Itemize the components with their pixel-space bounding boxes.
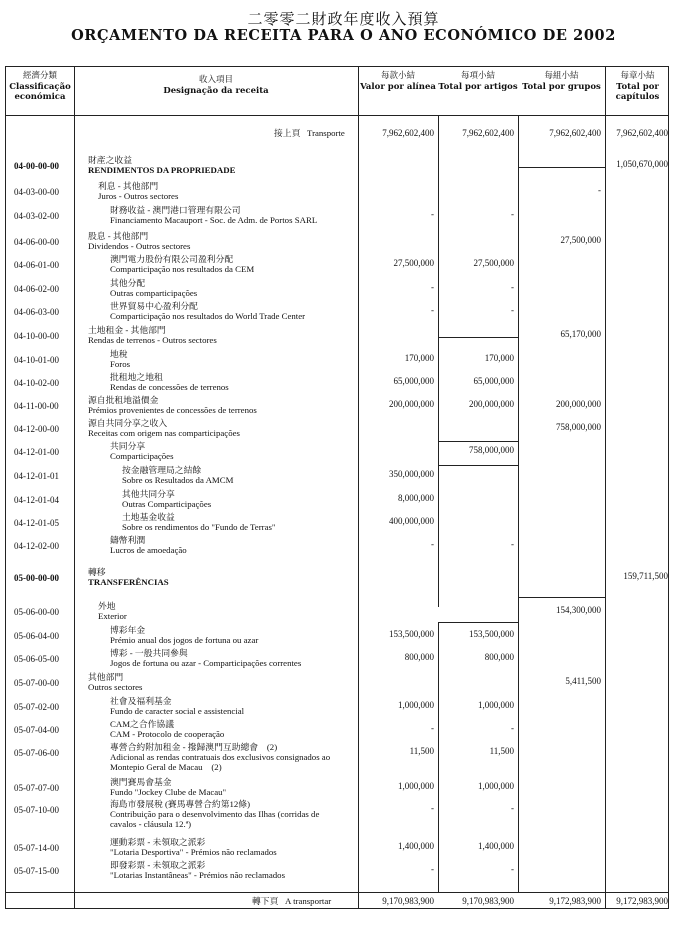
row-designation: 股息 - 其他部門: [88, 231, 149, 241]
row-value-c1: 153,500,000: [389, 629, 434, 639]
col-rule: [605, 67, 606, 908]
row-code: 04-12-02-00: [14, 541, 59, 551]
row-value-c1: -: [431, 723, 434, 733]
row-value-c1: 400,000,000: [389, 516, 434, 526]
row-designation: 外地: [98, 601, 116, 611]
row-designation: Fundo "Jockey Clube de Macau": [110, 787, 227, 797]
row-code: 05-07-14-00: [14, 843, 59, 853]
row-designation: Foros: [110, 359, 131, 369]
row-designation: 土地基金收益: [122, 512, 175, 522]
transport-c4: 7,962,602,400: [616, 128, 668, 138]
row-designation: Jogos de fortuna ou azar - Comparticipações correntes: [110, 658, 302, 668]
row-value-c2: 27,500,000: [473, 258, 514, 268]
row-seg: [438, 337, 518, 338]
title-chinese: 二零零二財政年度收入預算: [247, 10, 440, 28]
row-designation: 世界貿易中心盈利分配: [110, 301, 198, 311]
row-designation: Financiamento Macauport - Soc. de Adm. de Portos SARL: [110, 215, 318, 225]
row-designation: cavalos - cláusula 12.ª): [110, 819, 192, 829]
row-code: 05-07-10-00: [14, 805, 59, 815]
row-designation: 財務收益 - 澳門港口管理有限公司: [110, 205, 241, 215]
row-seg: [438, 465, 518, 466]
row-value-c2: -: [511, 282, 514, 292]
row-code: 04-10-02-00: [14, 378, 59, 388]
row-value-c1: -: [431, 539, 434, 549]
row-value-c1: -: [431, 209, 434, 219]
row-code: 04-06-03-00: [14, 307, 59, 317]
row-designation: 轉移: [88, 567, 106, 577]
col-seg: [518, 115, 519, 167]
row-value-c2: 1,000,000: [478, 781, 514, 791]
row-value-c2: -: [511, 305, 514, 315]
row-designation: "Lotaria Desportiva" - Prémios não reclamados: [110, 847, 277, 857]
row-designation: 澳門賽馬會基金: [110, 777, 172, 787]
row-designation: Juros - Outros sectores: [98, 191, 179, 201]
transport-c2: 7,962,602,400: [462, 128, 514, 138]
row-code: 05-07-15-00: [14, 866, 59, 876]
row-designation: 博彩年金: [110, 625, 146, 635]
row-designation: 源自批租地溢價金: [88, 395, 159, 405]
row-code: 04-10-00-00: [14, 331, 59, 341]
row-designation: 財產之收益: [88, 155, 132, 165]
row-value-c3: 27,500,000: [560, 235, 601, 245]
row-value-c1: -: [431, 803, 434, 813]
row-code: 04-12-00-00: [14, 424, 59, 434]
row-code: 05-06-00-00: [14, 607, 59, 617]
row-value-c1: -: [431, 864, 434, 874]
row-designation: 澳門電力股份有限公司盈利分配: [110, 254, 234, 264]
row-value-c3: 200,000,000: [556, 399, 601, 409]
row-code: 05-00-00-00: [14, 573, 59, 583]
row-designation: Rendas de terrenos - Outros sectores: [88, 335, 217, 345]
row-seg: [518, 597, 605, 598]
row-designation: CAM之合作協議: [110, 719, 175, 729]
header-total-capitulos: 每章小結 Total por capítulos: [615, 71, 660, 102]
header-designation: 收入項目 Designação da receita: [163, 75, 269, 96]
row-value-c1: 350,000,000: [389, 469, 434, 479]
row-code: 04-06-00-00: [14, 237, 59, 247]
row-value-c1: 27,500,000: [393, 258, 434, 268]
row-value-c4: 1,050,670,000: [616, 159, 668, 169]
row-designation: Montepio Geral de Macau (2): [110, 762, 222, 772]
row-designation: Lucros de amoedação: [110, 545, 187, 555]
row-value-c2: 200,000,000: [469, 399, 514, 409]
row-designation: Sobre os Resultados da AMCM: [122, 475, 234, 485]
header-total-artigos: 每項小結 Total por artigos: [438, 71, 518, 92]
row-designation: Prémio anual dos jogos de fortuna ou azar: [110, 635, 259, 645]
row-designation: Comparticipações: [110, 451, 174, 461]
row-designation: 其他分配: [110, 278, 146, 288]
header-rule: [6, 115, 668, 116]
carry-label: 轉下頁 A transportar: [252, 896, 332, 906]
carry-c3: 9,172,983,900: [549, 896, 601, 906]
row-value-c2: 1,000,000: [478, 700, 514, 710]
row-designation: 按金融管理局之結餘: [122, 465, 202, 475]
col-seg: [438, 622, 439, 892]
row-value-c3: -: [598, 185, 601, 195]
row-code: 04-06-01-00: [14, 260, 59, 270]
row-value-c2: 153,500,000: [469, 629, 514, 639]
row-designation: 其他部門: [88, 672, 124, 682]
row-value-c1: -: [431, 305, 434, 315]
row-designation: Outros sectores: [88, 682, 143, 692]
row-value-c1: 800,000: [404, 652, 434, 662]
row-value-c1: 1,000,000: [398, 700, 434, 710]
row-code: 04-00-00-00: [14, 161, 59, 171]
row-seg: [438, 622, 518, 623]
row-value-c3: 5,411,500: [565, 676, 601, 686]
row-value-c1: 8,000,000: [398, 493, 434, 503]
carry-c2: 9,170,983,900: [462, 896, 514, 906]
row-code: 04-03-02-00: [14, 211, 59, 221]
row-designation: Dividendos - Outros sectores: [88, 241, 191, 251]
row-designation: 批租地之地租: [110, 372, 163, 382]
row-designation: 源自共同分享之收入: [88, 418, 168, 428]
footer-rule: [6, 892, 668, 893]
row-designation: 專營合約附加租金 - 撥歸澳門互助總會 (2): [110, 742, 278, 752]
row-value-c1: 1,400,000: [398, 841, 434, 851]
row-value-c2: 1,400,000: [478, 841, 514, 851]
row-value-c2: 758,000,000: [469, 445, 514, 455]
row-value-c2: 800,000: [484, 652, 514, 662]
row-designation: 即發彩票 - 未領取之派彩: [110, 860, 206, 870]
row-value-c1: -: [431, 282, 434, 292]
row-designation: TRANSFERÊNCIAS: [88, 577, 169, 587]
row-value-c2: 65,000,000: [473, 376, 514, 386]
row-value-c2: 11,500: [489, 746, 514, 756]
row-designation: Prémios provenientes de concessões de terrenos: [88, 405, 257, 415]
row-code: 04-12-01-04: [14, 495, 59, 505]
row-code: 04-12-01-00: [14, 447, 59, 457]
row-value-c2: 170,000: [484, 353, 514, 363]
carry-c1: 9,170,983,900: [382, 896, 434, 906]
row-designation: Receitas com origem nas comparticipações: [88, 428, 240, 438]
row-designation: 土地租金 - 其他部門: [88, 325, 166, 335]
row-designation: RENDIMENTOS DA PROPRIEDADE: [88, 165, 236, 175]
row-designation: Sobre os rendimentos do "Fundo de Terras": [122, 522, 276, 532]
row-designation: 運動彩票 - 未領取之派彩: [110, 837, 206, 847]
row-value-c2: -: [511, 864, 514, 874]
col-rule: [74, 67, 75, 908]
row-value-c3: 65,170,000: [560, 329, 601, 339]
row-designation: Exterior: [98, 611, 127, 621]
row-designation: 鑄幣利潤: [110, 535, 146, 545]
row-code: 05-07-04-00: [14, 725, 59, 735]
row-value-c3: 758,000,000: [556, 422, 601, 432]
row-code: 04-12-01-05: [14, 518, 59, 528]
row-value-c4: 159,711,500: [623, 571, 668, 581]
col-seg: [518, 597, 519, 892]
row-value-c1: 200,000,000: [389, 399, 434, 409]
row-seg: [438, 441, 518, 442]
carry-c4: 9,172,983,900: [616, 896, 668, 906]
row-code: 04-11-00-00: [14, 401, 59, 411]
title-portuguese: ORÇAMENTO DA RECEITA PARA O ANO ECONÓMICO DE 2002: [71, 27, 616, 44]
row-code: 05-06-05-00: [14, 654, 59, 664]
transport-c3: 7,962,602,400: [549, 128, 601, 138]
row-code: 04-10-01-00: [14, 355, 59, 365]
row-value-c2: -: [511, 539, 514, 549]
row-designation: Fundo de caracter social e assistencial: [110, 706, 245, 716]
row-code: 04-03-00-00: [14, 187, 59, 197]
row-designation: Outras comparticipações: [110, 288, 198, 298]
row-value-c2: -: [511, 209, 514, 219]
transport-label: 接上頁 Transporte: [274, 128, 345, 138]
row-designation: 利息 - 其他部門: [98, 181, 159, 191]
row-designation: Outras Comparticipações: [122, 499, 212, 509]
row-code: 05-07-02-00: [14, 702, 59, 712]
row-code: 04-12-01-01: [14, 471, 59, 481]
row-code: 05-06-04-00: [14, 631, 59, 641]
transport-c1: 7,962,602,400: [382, 128, 434, 138]
row-designation: "Lotarias Instantâneas" - Prémios não reclamados: [110, 870, 285, 880]
row-code: 04-06-02-00: [14, 284, 59, 294]
header-classification: 經濟分類 Classificação económica: [9, 71, 71, 102]
row-value-c2: -: [511, 803, 514, 813]
row-designation: Comparticipação nos resultados do World Trade Center: [110, 311, 306, 321]
row-designation: 地稅: [110, 349, 128, 359]
row-value-c2: -: [511, 723, 514, 733]
row-designation: Contribuição para o desenvolvimento das Ilhas (corridas de: [110, 809, 320, 819]
header-total-grupos: 每組小結 Total por grupos: [522, 71, 601, 92]
row-designation: 共同分享: [110, 441, 146, 451]
row-code: 05-07-06-00: [14, 748, 59, 758]
row-designation: 博彩 - 一般共同參與: [110, 648, 188, 658]
row-value-c3: 154,300,000: [556, 605, 601, 615]
row-designation: 其他共同分享: [122, 489, 175, 499]
col-seg: [518, 167, 519, 607]
row-designation: 海島市發展稅 (賽馬專營合約第12條): [110, 799, 251, 809]
col-seg: [438, 115, 439, 167]
row-seg: [518, 167, 605, 168]
row-value-c1: 11,500: [409, 746, 434, 756]
row-designation: Adicional as rendas contratuais dos exclusivos consignados ao: [110, 752, 331, 762]
row-code: 05-07-00-00: [14, 678, 59, 688]
row-value-c1: 170,000: [404, 353, 434, 363]
row-designation: CAM - Protocolo de cooperação: [110, 729, 225, 739]
row-code: 05-07-07-00: [14, 783, 59, 793]
row-designation: 社會及福利基金: [110, 696, 172, 706]
header-valor-alinea: 每款小結 Valor por alínea: [360, 71, 436, 92]
row-designation: Comparticipação nos resultados da CEM: [110, 264, 255, 274]
row-value-c1: 65,000,000: [393, 376, 434, 386]
budget-table: [5, 66, 669, 909]
row-value-c1: 1,000,000: [398, 781, 434, 791]
row-designation: Rendas de concessões de terrenos: [110, 382, 229, 392]
